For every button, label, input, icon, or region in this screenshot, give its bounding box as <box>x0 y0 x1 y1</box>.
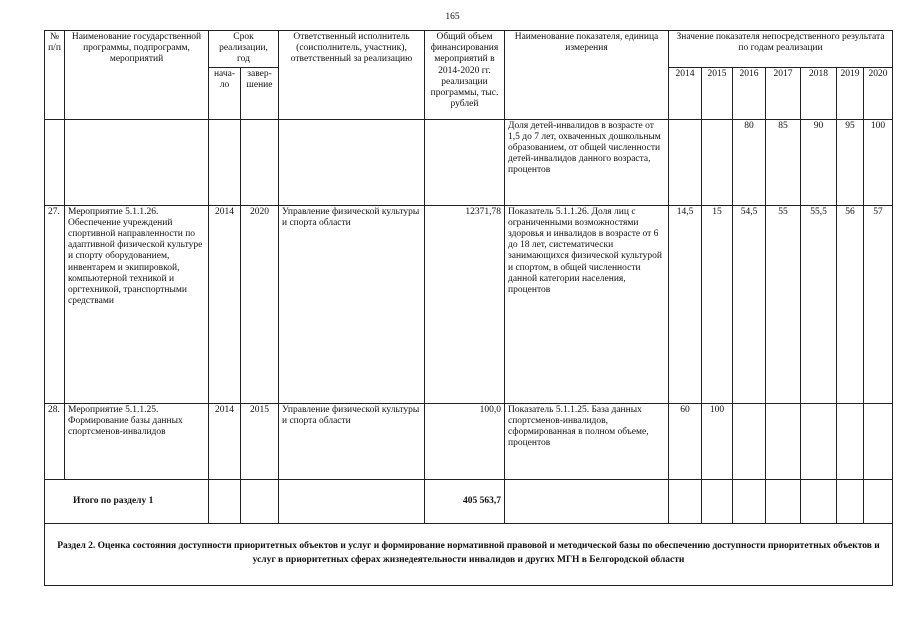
row-funding: 12371,78 <box>425 205 505 403</box>
program-table <box>44 30 893 586</box>
row-value: 85 <box>766 119 801 205</box>
header-year: 2016 <box>733 67 766 119</box>
section-2-heading: Раздел 2. Оценка состояния доступности приоритетных объектов и услуг и формирование нормативной правовой и методической базы по обеспечению доступности приоритетных объектов и услуг в приоритетных сферах жизнедеятельности инвалидов и других МГН в Белгородской области <box>45 523 893 585</box>
page-number: 165 <box>445 12 460 22</box>
row-indicator: Показатель 5.1.1.25. База данных спортсменов-инвалидов, сформированная в полном объеме, процентов <box>505 403 669 479</box>
header-year: 2017 <box>766 67 801 119</box>
row-num: 27. <box>45 205 65 403</box>
row-start: 2014 <box>209 403 241 479</box>
row-value: 100 <box>864 119 893 205</box>
row-name: Мероприятие 5.1.1.26. Обеспечение учреждений спортивной направленности по адаптивной физической культуре и спорту оборудованием, инвентарем и экипировкой, компьютерной техникой и оргтехникой, транспортными средствами <box>65 205 209 403</box>
section-row <box>45 523 893 585</box>
row-value: 95 <box>837 119 864 205</box>
header-year: 2015 <box>702 67 733 119</box>
row-value <box>669 119 702 205</box>
header-funding: Общий объем финансирования мероприятий в 2014-2020 гг. реализации программы, тыс. рублей <box>425 31 505 120</box>
row-value: 56 <box>837 205 864 403</box>
row-value: 90 <box>801 119 837 205</box>
header-year: 2014 <box>669 67 702 119</box>
header-num: № п/п <box>45 31 65 120</box>
row-end: 2020 <box>241 205 279 403</box>
header-year: 2020 <box>864 67 893 119</box>
row-value <box>766 403 801 479</box>
row-value <box>801 403 837 479</box>
row-value <box>733 403 766 479</box>
header-term-end: завер-шение <box>241 67 279 119</box>
row-value <box>864 403 893 479</box>
row-start: 2014 <box>209 205 241 403</box>
header-term-start: нача-ло <box>209 67 241 119</box>
row-value: 54,5 <box>733 205 766 403</box>
row-value: 100 <box>702 403 733 479</box>
table-row <box>45 119 893 205</box>
row-value: 55,5 <box>801 205 837 403</box>
row-value <box>837 403 864 479</box>
row-executor: Управление физической культуры и спорта области <box>279 403 425 479</box>
total-funding: 405 563,7 <box>425 479 505 523</box>
header-executor: Ответственный исполнитель (соисполнитель, участник), ответственный за реализацию <box>279 31 425 120</box>
row-value: 57 <box>864 205 893 403</box>
total-row <box>45 479 893 523</box>
header-indicator: Наименование показателя, единица измерения <box>505 31 669 120</box>
header-year: 2018 <box>801 67 837 119</box>
header-values-title: Значение показателя непосредственного результата по годам реализации <box>669 31 893 68</box>
table-row <box>45 205 893 403</box>
header-name: Наименование государственной программы, подпрограмм, мероприятий <box>65 31 209 120</box>
row-indicator: Доля детей-инвалидов в возрасте от 1,5 до 7 лет, охваченных дошкольным образованием, от общей численности детей-инвалидов данного возраста, процентов <box>505 119 669 205</box>
row-num <box>45 119 65 205</box>
row-end <box>241 119 279 205</box>
row-executor <box>279 119 425 205</box>
row-executor: Управление физической культуры и спорта области <box>279 205 425 403</box>
row-value: 15 <box>702 205 733 403</box>
row-funding: 100,0 <box>425 403 505 479</box>
table-row <box>45 403 893 479</box>
row-value <box>702 119 733 205</box>
row-num: 28. <box>45 403 65 479</box>
row-indicator: Показатель 5.1.1.26. Доля лиц с ограниченными возможностями здоровья и инвалидов в возрасте от 6 до 18 лет, систематически занимающихся физической культурой и спортом, в общей численности данной категории населения, процентов <box>505 205 669 403</box>
row-end: 2015 <box>241 403 279 479</box>
header-year: 2019 <box>837 67 864 119</box>
row-name: Мероприятие 5.1.1.25. Формирование базы данных спортсменов-инвалидов <box>65 403 209 479</box>
row-value: 55 <box>766 205 801 403</box>
row-value: 14,5 <box>669 205 702 403</box>
row-start <box>209 119 241 205</box>
row-value: 80 <box>733 119 766 205</box>
header-term: Срок реализации, год <box>209 31 279 68</box>
total-label: Итого по разделу 1 <box>45 479 209 523</box>
row-name <box>65 119 209 205</box>
row-value: 60 <box>669 403 702 479</box>
row-funding <box>425 119 505 205</box>
